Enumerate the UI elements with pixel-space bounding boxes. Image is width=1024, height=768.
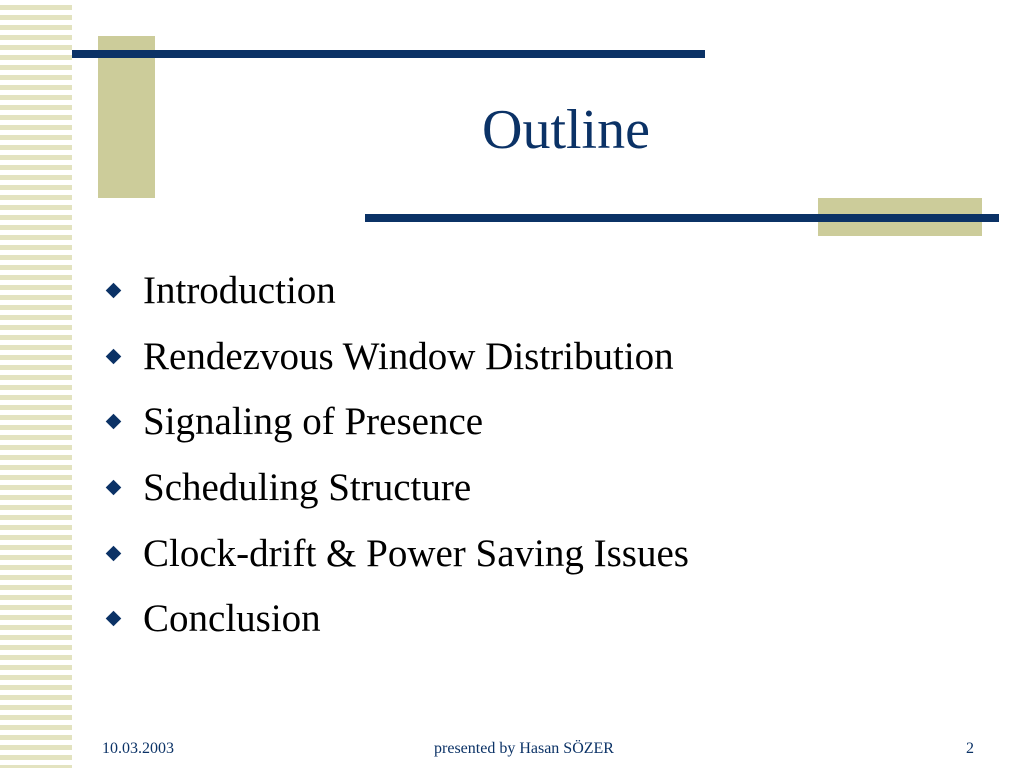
footer-presenter: presented by Hasan SÖZER: [434, 740, 614, 757]
top-rule-line: [72, 50, 705, 58]
diamond-bullet-icon: [106, 414, 122, 430]
list-item: [104, 455, 689, 521]
diamond-bullet-icon: [106, 283, 122, 299]
bullet-text: Conclusion: [143, 597, 321, 641]
list-item: [104, 520, 689, 586]
footer-date: 10.03.2003: [102, 740, 174, 757]
diamond-bullet-icon: [106, 545, 122, 561]
bottom-rule-line: [365, 214, 999, 222]
beige-block-top-left: [98, 36, 155, 198]
bullet-text: Scheduling Structure: [143, 466, 472, 510]
striped-side-border: [0, 0, 72, 768]
bullet-text: Rendezvous Window Distribution: [143, 334, 674, 378]
bullet-text: Clock-drift & Power Saving Issues: [143, 531, 689, 575]
diamond-bullet-icon: [106, 480, 122, 496]
list-item: [104, 586, 689, 652]
diamond-bullet-icon: [106, 349, 122, 365]
slide-title: Outline: [482, 99, 650, 161]
list-item: [104, 389, 689, 455]
list-item: [104, 258, 689, 324]
bullet-list: [104, 258, 689, 652]
bullet-text: Signaling of Presence: [143, 400, 484, 444]
list-item: [104, 324, 689, 390]
bullet-text: Introduction: [143, 269, 336, 313]
diamond-bullet-icon: [106, 611, 122, 627]
page-number: 2: [966, 740, 974, 757]
